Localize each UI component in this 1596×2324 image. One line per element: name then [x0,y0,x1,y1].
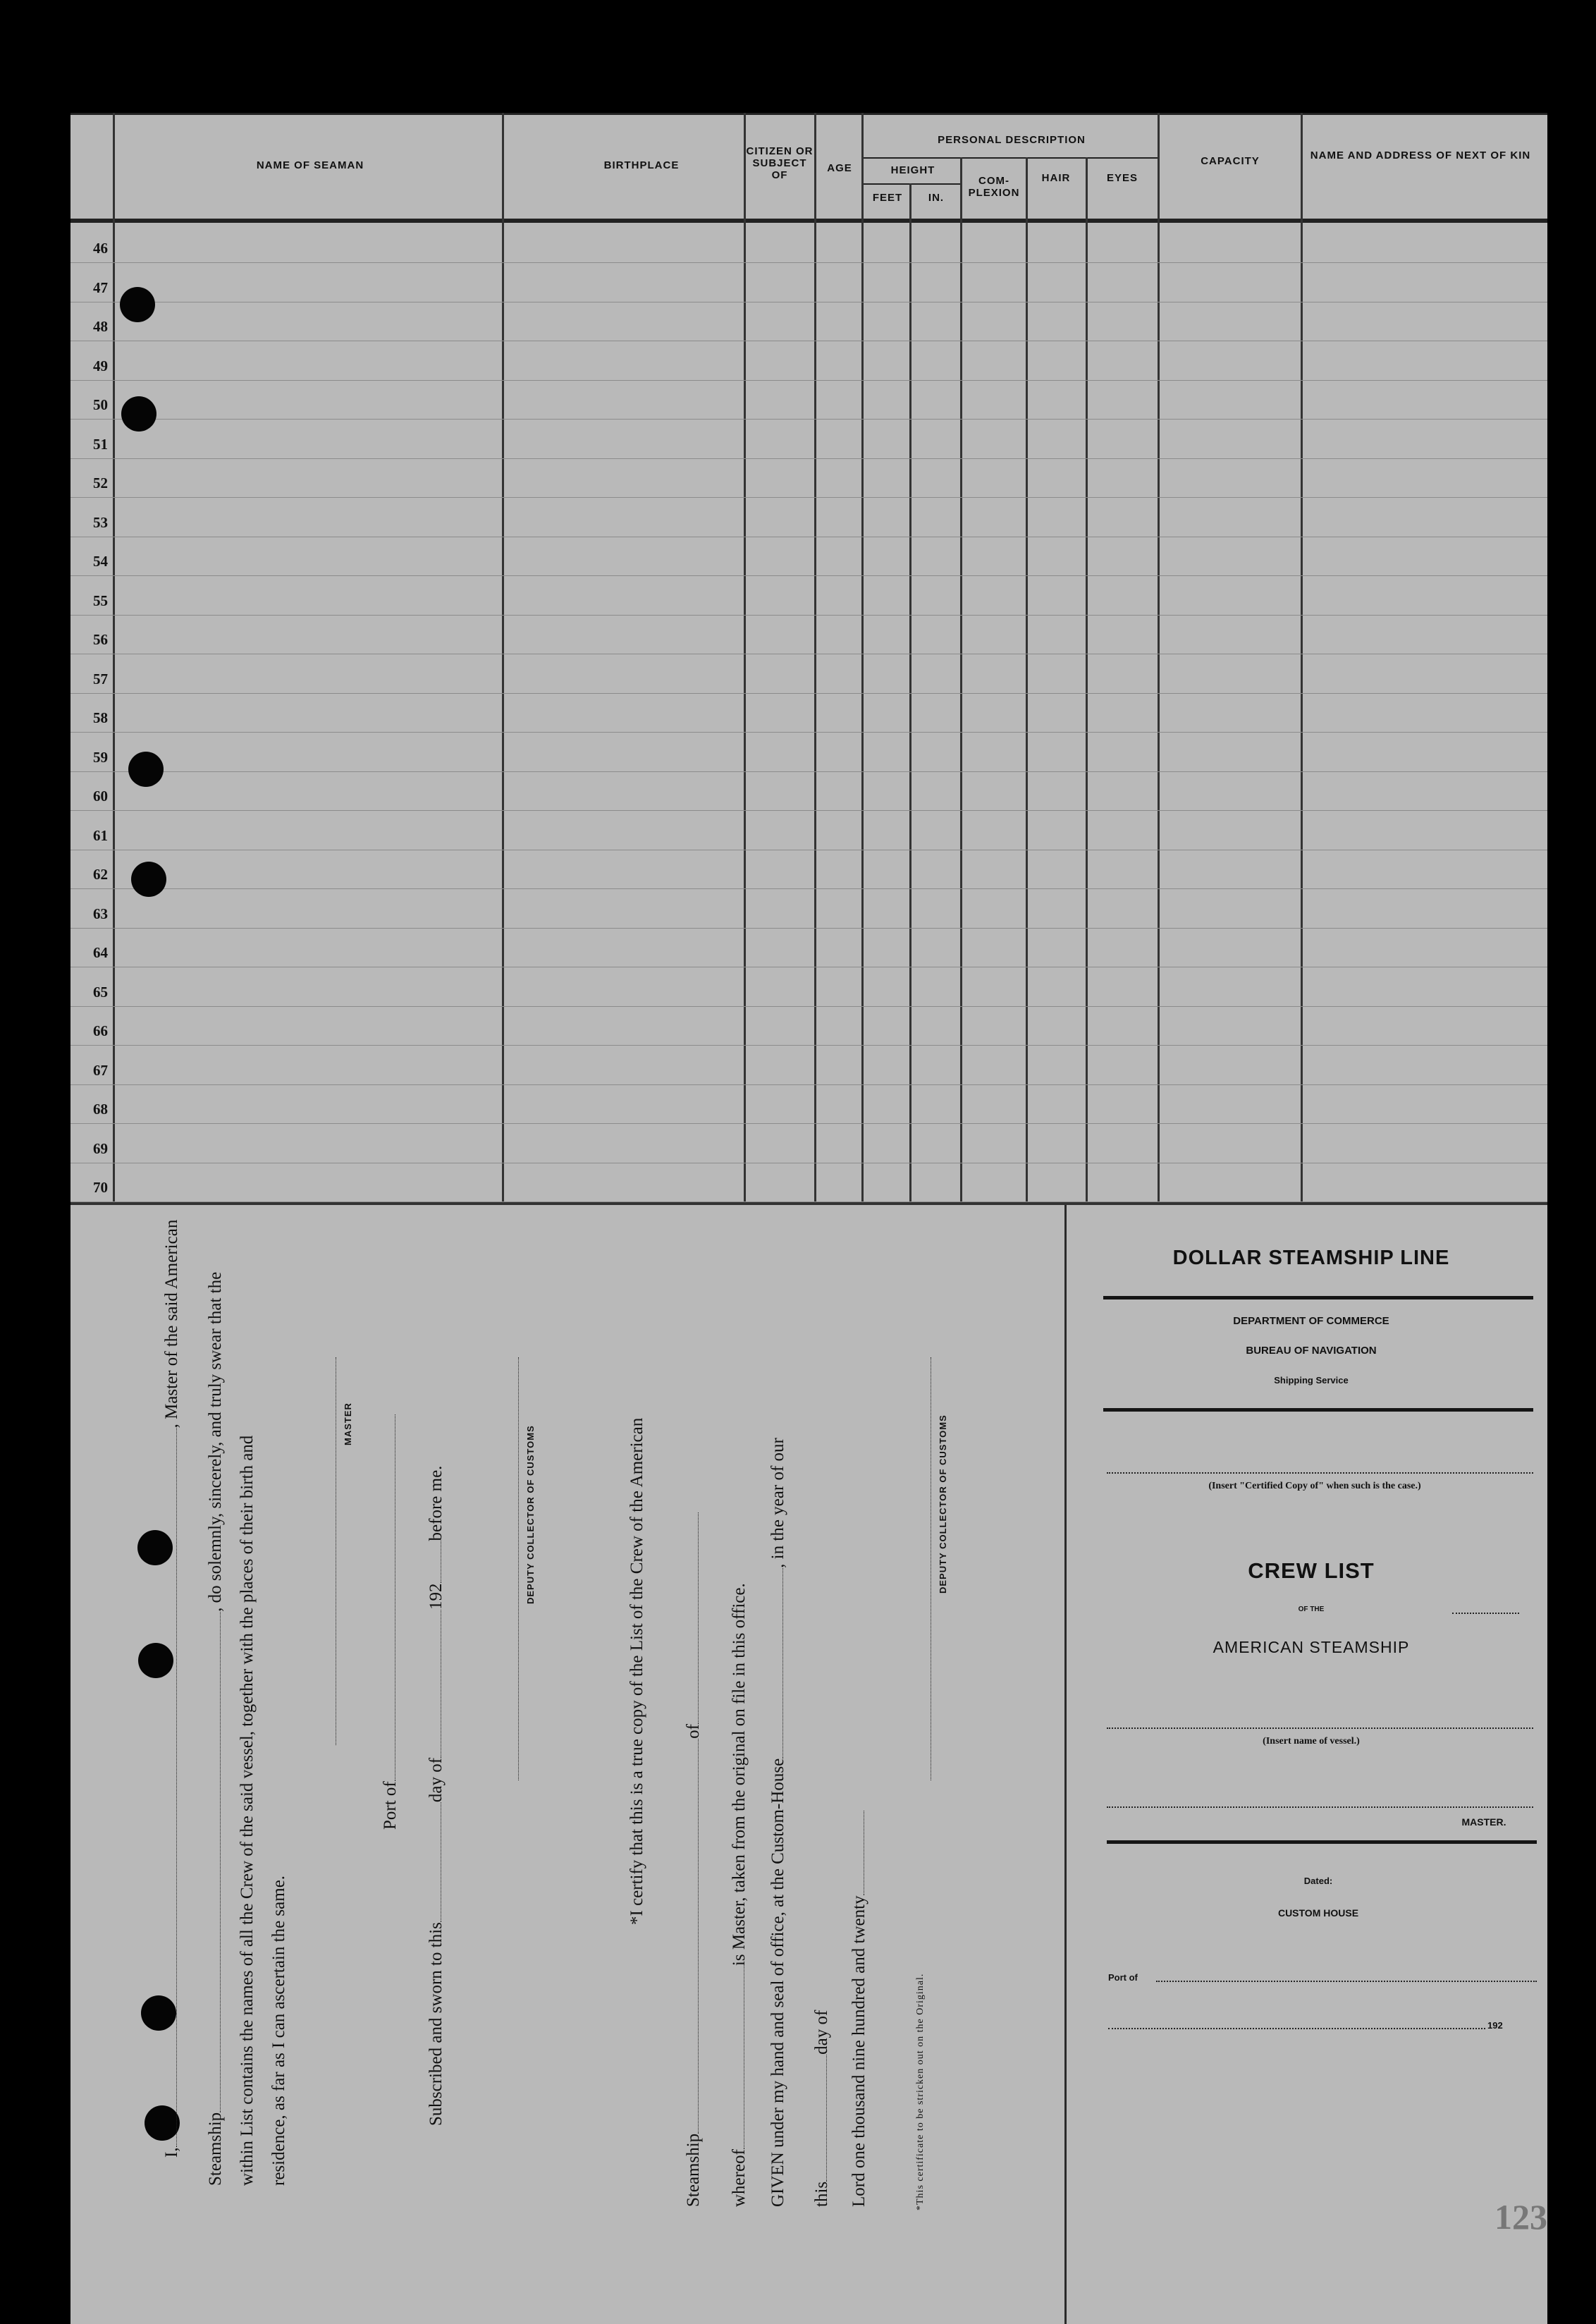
row-rule [70,575,1547,576]
header-height: HEIGHT [890,164,935,176]
row-number: 48 [93,318,108,335]
row-number: 46 [93,240,108,257]
header-bottom-rule [70,219,1547,223]
of-the-line[interactable] [1452,1613,1519,1614]
oath-line-4: residence, as far as I can ascertain the same. [269,1875,288,2186]
row-rule [70,1045,1547,1046]
row-number: 62 [93,866,108,883]
row-number: 52 [93,475,108,491]
port-of-cover-label: Port of [1108,1972,1138,1983]
row-rule [70,1123,1547,1124]
american-steamship: AMERICAN STEAMSHIP [1213,1638,1410,1656]
column-rule [1301,113,1303,1202]
row-number: 51 [93,435,108,453]
cert-footnote: *This certificate to be stricken out on the Original. [915,1973,926,2210]
cert-deputy-label: DEPUTY COLLECTOR OF CUSTOMS [938,1414,948,1594]
row-number: 58 [93,709,108,726]
cover-separator [1064,1205,1067,2324]
row-rule [70,497,1547,498]
crew-list-sheet [70,113,1547,2324]
header-next-of-kin: NAME AND ADDRESS OF NEXT OF KIN [1310,149,1531,161]
company-name: DOLLAR STEAMSHIP LINE [1172,1247,1450,1269]
row-number: 50 [93,396,108,413]
personal-description-rule [864,157,1160,159]
row-rule [70,1006,1547,1007]
height-rule [864,183,962,185]
cert-line-6: Lord one thousand nine hundred and twenty [849,1811,869,2207]
row-rule [70,615,1547,616]
header-birthplace: BIRTHPLACE [603,159,680,171]
row-number: 66 [93,1022,108,1039]
insert-vessel-note: (Insert name of vessel.) [1263,1736,1360,1747]
row-number: 60 [93,788,108,805]
header-eyes: EYES [1106,172,1138,184]
row-number: 69 [93,1139,108,1157]
row-rule [70,380,1547,381]
certified-copy-line[interactable] [1107,1472,1533,1474]
column-rule [814,113,816,1202]
column-rule [1158,113,1160,1202]
row-rule [70,810,1547,811]
row-number: 63 [93,905,108,922]
cover-rule [1103,1296,1533,1299]
cert-line-4: GIVEN under my hand and seal of office, at the Custom-House, in the year of our [768,1438,787,2207]
dated-label: Dated: [1303,1876,1333,1886]
row-number: 54 [93,553,108,570]
header-complexion: COM- PLEXION [968,175,1020,199]
column-rule [744,113,746,1202]
master-name-line[interactable] [1107,1806,1533,1808]
oath-line-2: Steamship, do solemnly, sincerely, and truly swear that the [206,1271,225,2186]
crew-list-title: CREW LIST [1248,1558,1375,1583]
port-of-line: Port of [381,1414,400,1830]
oath-line-1: I,, Master of the said American [162,1219,181,2158]
cert-line-1: *I certify that this is a true copy of the List of the Crew of the American [627,1417,646,1925]
row-rule [70,888,1547,889]
row-number: 59 [93,748,108,766]
deputy-label: DEPUTY COLLECTOR OF CUSTOMS [525,1425,536,1604]
master-cover-label: MASTER. [1461,1816,1506,1828]
year-cover-label: 192 [1487,2020,1503,2031]
row-rule [70,928,1547,929]
insert-certified-note: (Insert "Certified Copy of" when such is the case.) [1208,1481,1421,1491]
row-rule [70,419,1547,420]
custom-house-label: CUSTOM HOUSE [1277,1907,1359,1919]
deputy-signature-line [518,1357,520,1780]
shipping-service: Shipping Service [1274,1375,1349,1386]
row-number: 64 [93,944,108,961]
header-feet: FEET [872,192,903,204]
subscribed-line: Subscribed and sworn to thisday of192before me. [426,1465,446,2126]
department: DEPARTMENT OF COMMERCE [1233,1315,1389,1327]
row-number: 56 [93,631,108,648]
punch-hole [121,396,156,432]
header-hair: HAIR [1041,172,1071,184]
header-inches: IN. [928,192,945,204]
vessel-name-line[interactable] [1107,1727,1533,1729]
cert-line-5: thisday of [812,2010,831,2207]
row-number: 68 [93,1101,108,1118]
oath-line-3: within List contains the names of all the Crew of the said vessel, together with the places of their birth and [238,1435,257,2186]
page-number-stamp: 123 [1494,2197,1547,2237]
row-number: 61 [93,826,108,844]
header-top-rule [70,113,1547,115]
header-personal-description: PERSONAL DESCRIPTION [938,134,1086,146]
header-citizen: CITIZEN OR SUBJECT OF [746,145,814,181]
port-of-cover-line[interactable] [1156,1981,1537,1982]
section-divider [70,1202,1547,1205]
row-rule [70,262,1547,263]
cert-line-2: Steamshipof [684,1512,704,2207]
header-age: AGE [827,162,852,174]
cover-rule [1103,1408,1533,1412]
punch-hole [131,862,166,897]
column-rule [861,113,864,1202]
row-number: 57 [93,670,108,687]
row-number: 47 [93,279,108,296]
column-rule [502,113,504,1202]
punch-hole [120,287,155,322]
master-signature-line [336,1357,337,1745]
row-rule [70,693,1547,694]
header-name-of-seaman: NAME OF SEAMAN [256,159,364,171]
cert-deputy-signature-line [931,1357,932,1780]
row-rule [70,732,1547,733]
row-number: 49 [93,357,108,374]
row-number: 65 [93,983,108,1001]
punch-hole [128,752,164,787]
bureau: BUREAU OF NAVIGATION [1246,1345,1377,1357]
row-number: 67 [93,1061,108,1079]
cert-line-3: whereofis Master, taken from the original on file in this office. [730,1583,749,2207]
date-line[interactable] [1108,2028,1485,2029]
row-rule [70,1084,1547,1085]
cover-rule [1107,1840,1537,1844]
header-capacity: CAPACITY [1201,155,1260,167]
row-number: 53 [93,513,108,531]
row-number: 70 [93,1179,108,1196]
of-the-label: OF THE [1298,1606,1325,1613]
row-rule [70,458,1547,459]
row-number: 55 [93,592,108,609]
master-label: MASTER [343,1402,353,1445]
row-rule [70,771,1547,772]
